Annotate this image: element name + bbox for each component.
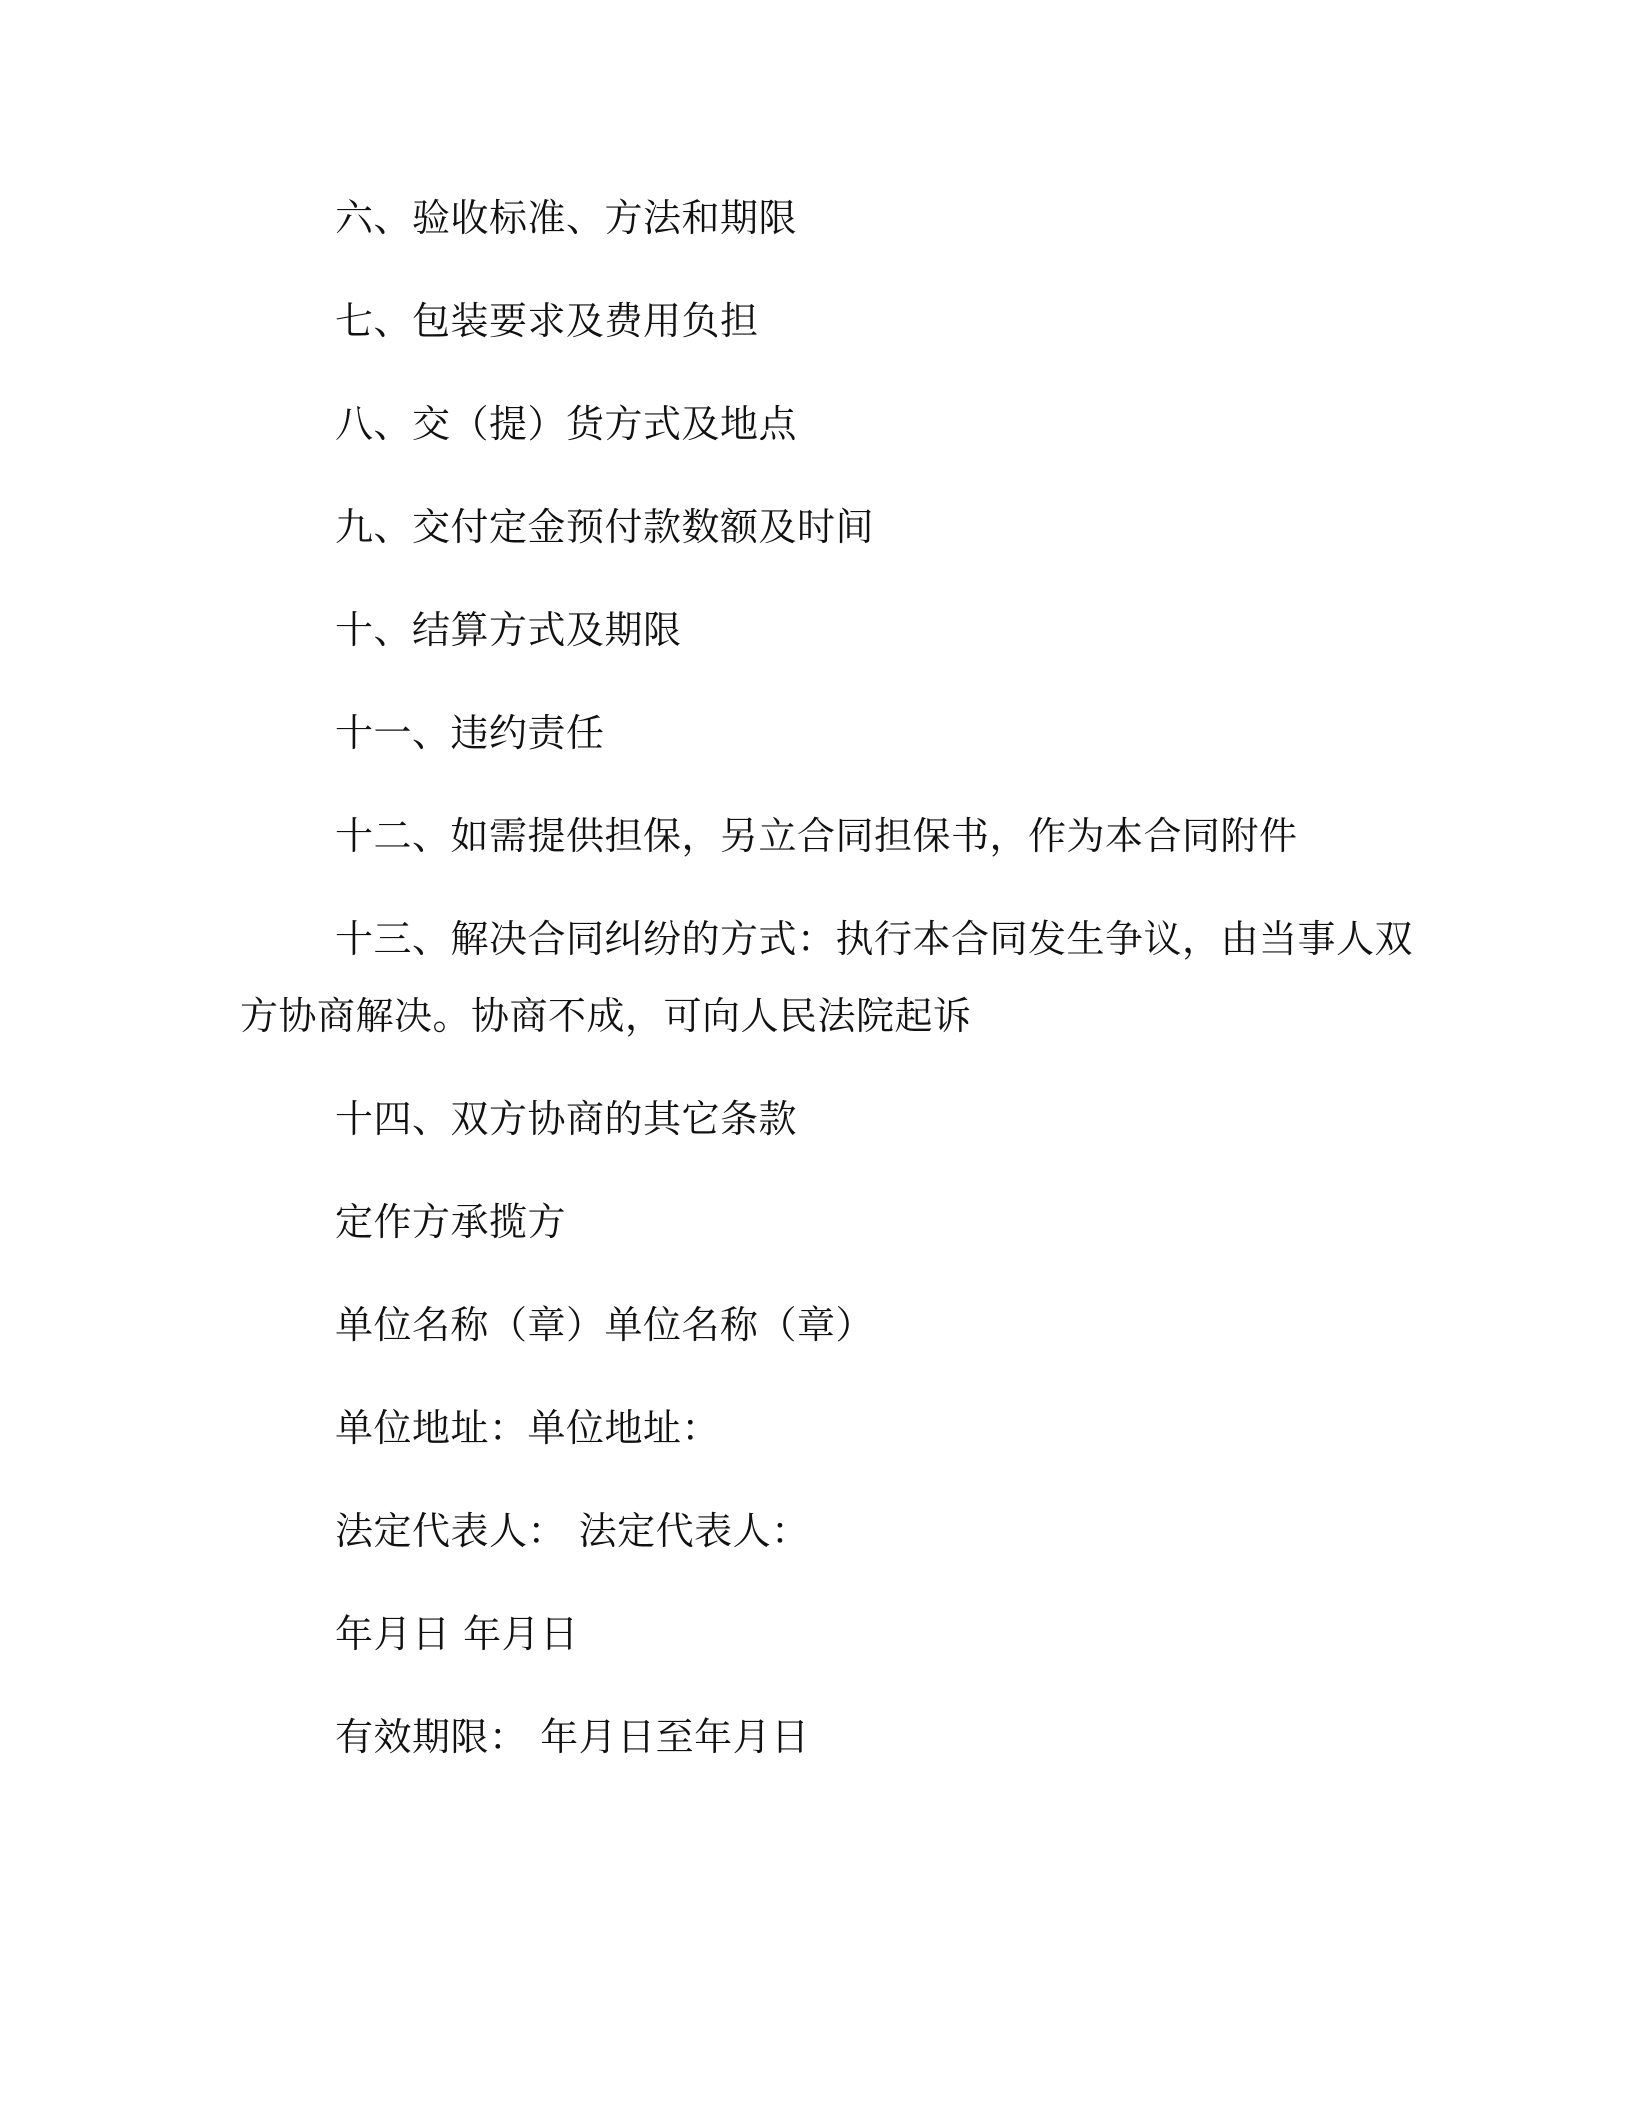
signature-parties: 定作方承揽方 (335, 1200, 567, 1244)
signature-validity: 有效期限： 年月日至年月日 (335, 1715, 810, 1759)
clause-7: 七、包装要求及费用负担 (335, 299, 759, 343)
clause-9: 九、交付定金预付款数额及时间 (335, 505, 875, 549)
signature-legal-rep: 法定代表人： 法定代表人： (335, 1509, 810, 1553)
clause-11: 十一、违约责任 (335, 711, 605, 755)
clause-13-line-1: 十三、解决合同纠纷的方式：执行本合同发生争议，由当事人双 (335, 917, 1414, 961)
clause-12: 十二、如需提供担保，另立合同担保书，作为本合同附件 (335, 814, 1298, 858)
signature-unit-address: 单位地址：单位地址： (335, 1406, 721, 1450)
clause-14: 十四、双方协商的其它条款 (335, 1097, 798, 1141)
clause-6: 六、验收标准、方法和期限 (335, 196, 798, 240)
signature-date: 年月日 年月日 (335, 1612, 579, 1656)
clause-8: 八、交（提）货方式及地点 (335, 402, 798, 446)
clause-13-line-2: 方协商解决。协商不成，可向人民法院起诉 (240, 994, 972, 1038)
clause-10: 十、结算方式及期限 (335, 608, 682, 652)
signature-unit-name: 单位名称（章）单位名称（章） (335, 1303, 875, 1347)
